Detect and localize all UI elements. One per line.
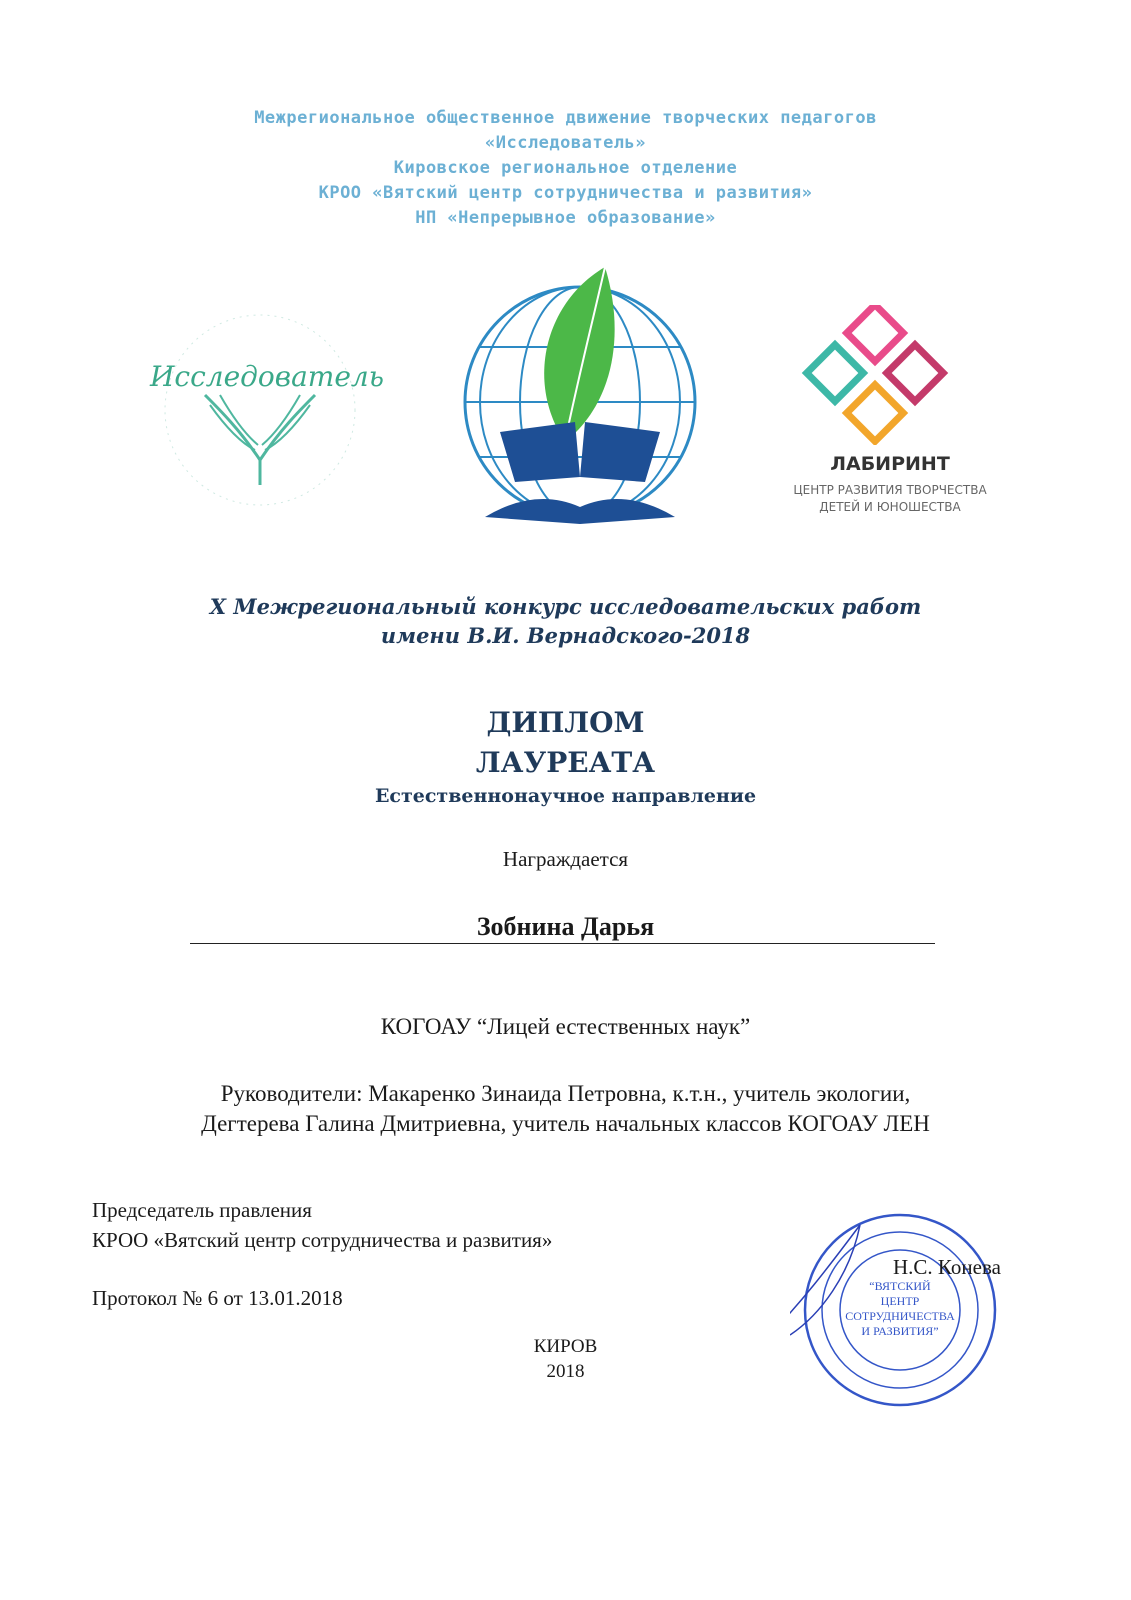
globe-icon: [455, 262, 705, 527]
labyrinth-icon: [770, 305, 1010, 445]
diploma-title: ДИПЛОМ: [486, 706, 645, 739]
contest-title: имени В.И. Вернадского-2018: [380, 623, 751, 648]
dove-icon: [140, 300, 380, 520]
logo-title: ЛАБИРИНТ: [830, 453, 950, 475]
contest-title: X Межрегиональный конкурс исследовательских работ: [209, 594, 922, 619]
year: 2018: [546, 1361, 585, 1382]
issledovatel-logo: [140, 300, 384, 520]
header-line: НП «Непрерывное образование»: [415, 208, 716, 228]
signatory-name: Н.С. Конева: [893, 1255, 1001, 1279]
supervisors-line: Дегтерева Галина Дмитриевна, учитель начальных классов КОГОАУ ЛЕН: [201, 1111, 930, 1136]
city: КИРОВ: [533, 1336, 598, 1357]
svg-text:СОТРУДНИЧЕСТВА: СОТРУДНИЧЕСТВА: [845, 1309, 955, 1323]
labirint-logo: [770, 305, 1010, 520]
awarded-label: Награждается: [502, 847, 629, 871]
header-line: Межрегиональное общественное движение творческих педагогов: [254, 108, 877, 128]
svg-text:“ВЯТСКИЙ: “ВЯТСКИЙ: [869, 1279, 931, 1293]
globe-leaf-book-logo: [455, 262, 705, 527]
chair-title: Председатель правления: [92, 1198, 312, 1222]
school: КОГОАУ “Лицей естественных наук”: [380, 1014, 751, 1039]
recipient-name: Зобнина Дарья: [476, 912, 655, 941]
protocol: Протокол № 6 от 13.01.2018: [92, 1286, 343, 1310]
header-line: КРОО «Вятский центр сотрудничества и развития»: [318, 183, 813, 203]
name-underline: [190, 943, 935, 944]
logo-subtitle: ЦЕНТР РАЗВИТИЯ ТВОРЧЕСТВА: [793, 483, 987, 497]
logo-title: Исследователь: [150, 360, 384, 393]
svg-text:ЦЕНТР: ЦЕНТР: [880, 1294, 920, 1308]
logo-subtitle: ДЕТЕЙ И ЮНОШЕСТВА: [819, 500, 961, 514]
diploma-direction: Естественнонаучное направление: [374, 785, 757, 807]
chair-organization: КРОО «Вятский центр сотрудничества и развития»: [92, 1228, 553, 1252]
diploma-subtitle: ЛАУРЕАТА: [475, 746, 656, 779]
supervisors-line: Руководители: Макаренко Зинаида Петровна, к.т.н., учитель экологии,: [220, 1081, 911, 1106]
header-line: «Исследователь»: [484, 133, 647, 153]
svg-text:И РАЗВИТИЯ”: И РАЗВИТИЯ”: [861, 1324, 939, 1338]
header-line: Кировское региональное отделение: [393, 158, 738, 178]
